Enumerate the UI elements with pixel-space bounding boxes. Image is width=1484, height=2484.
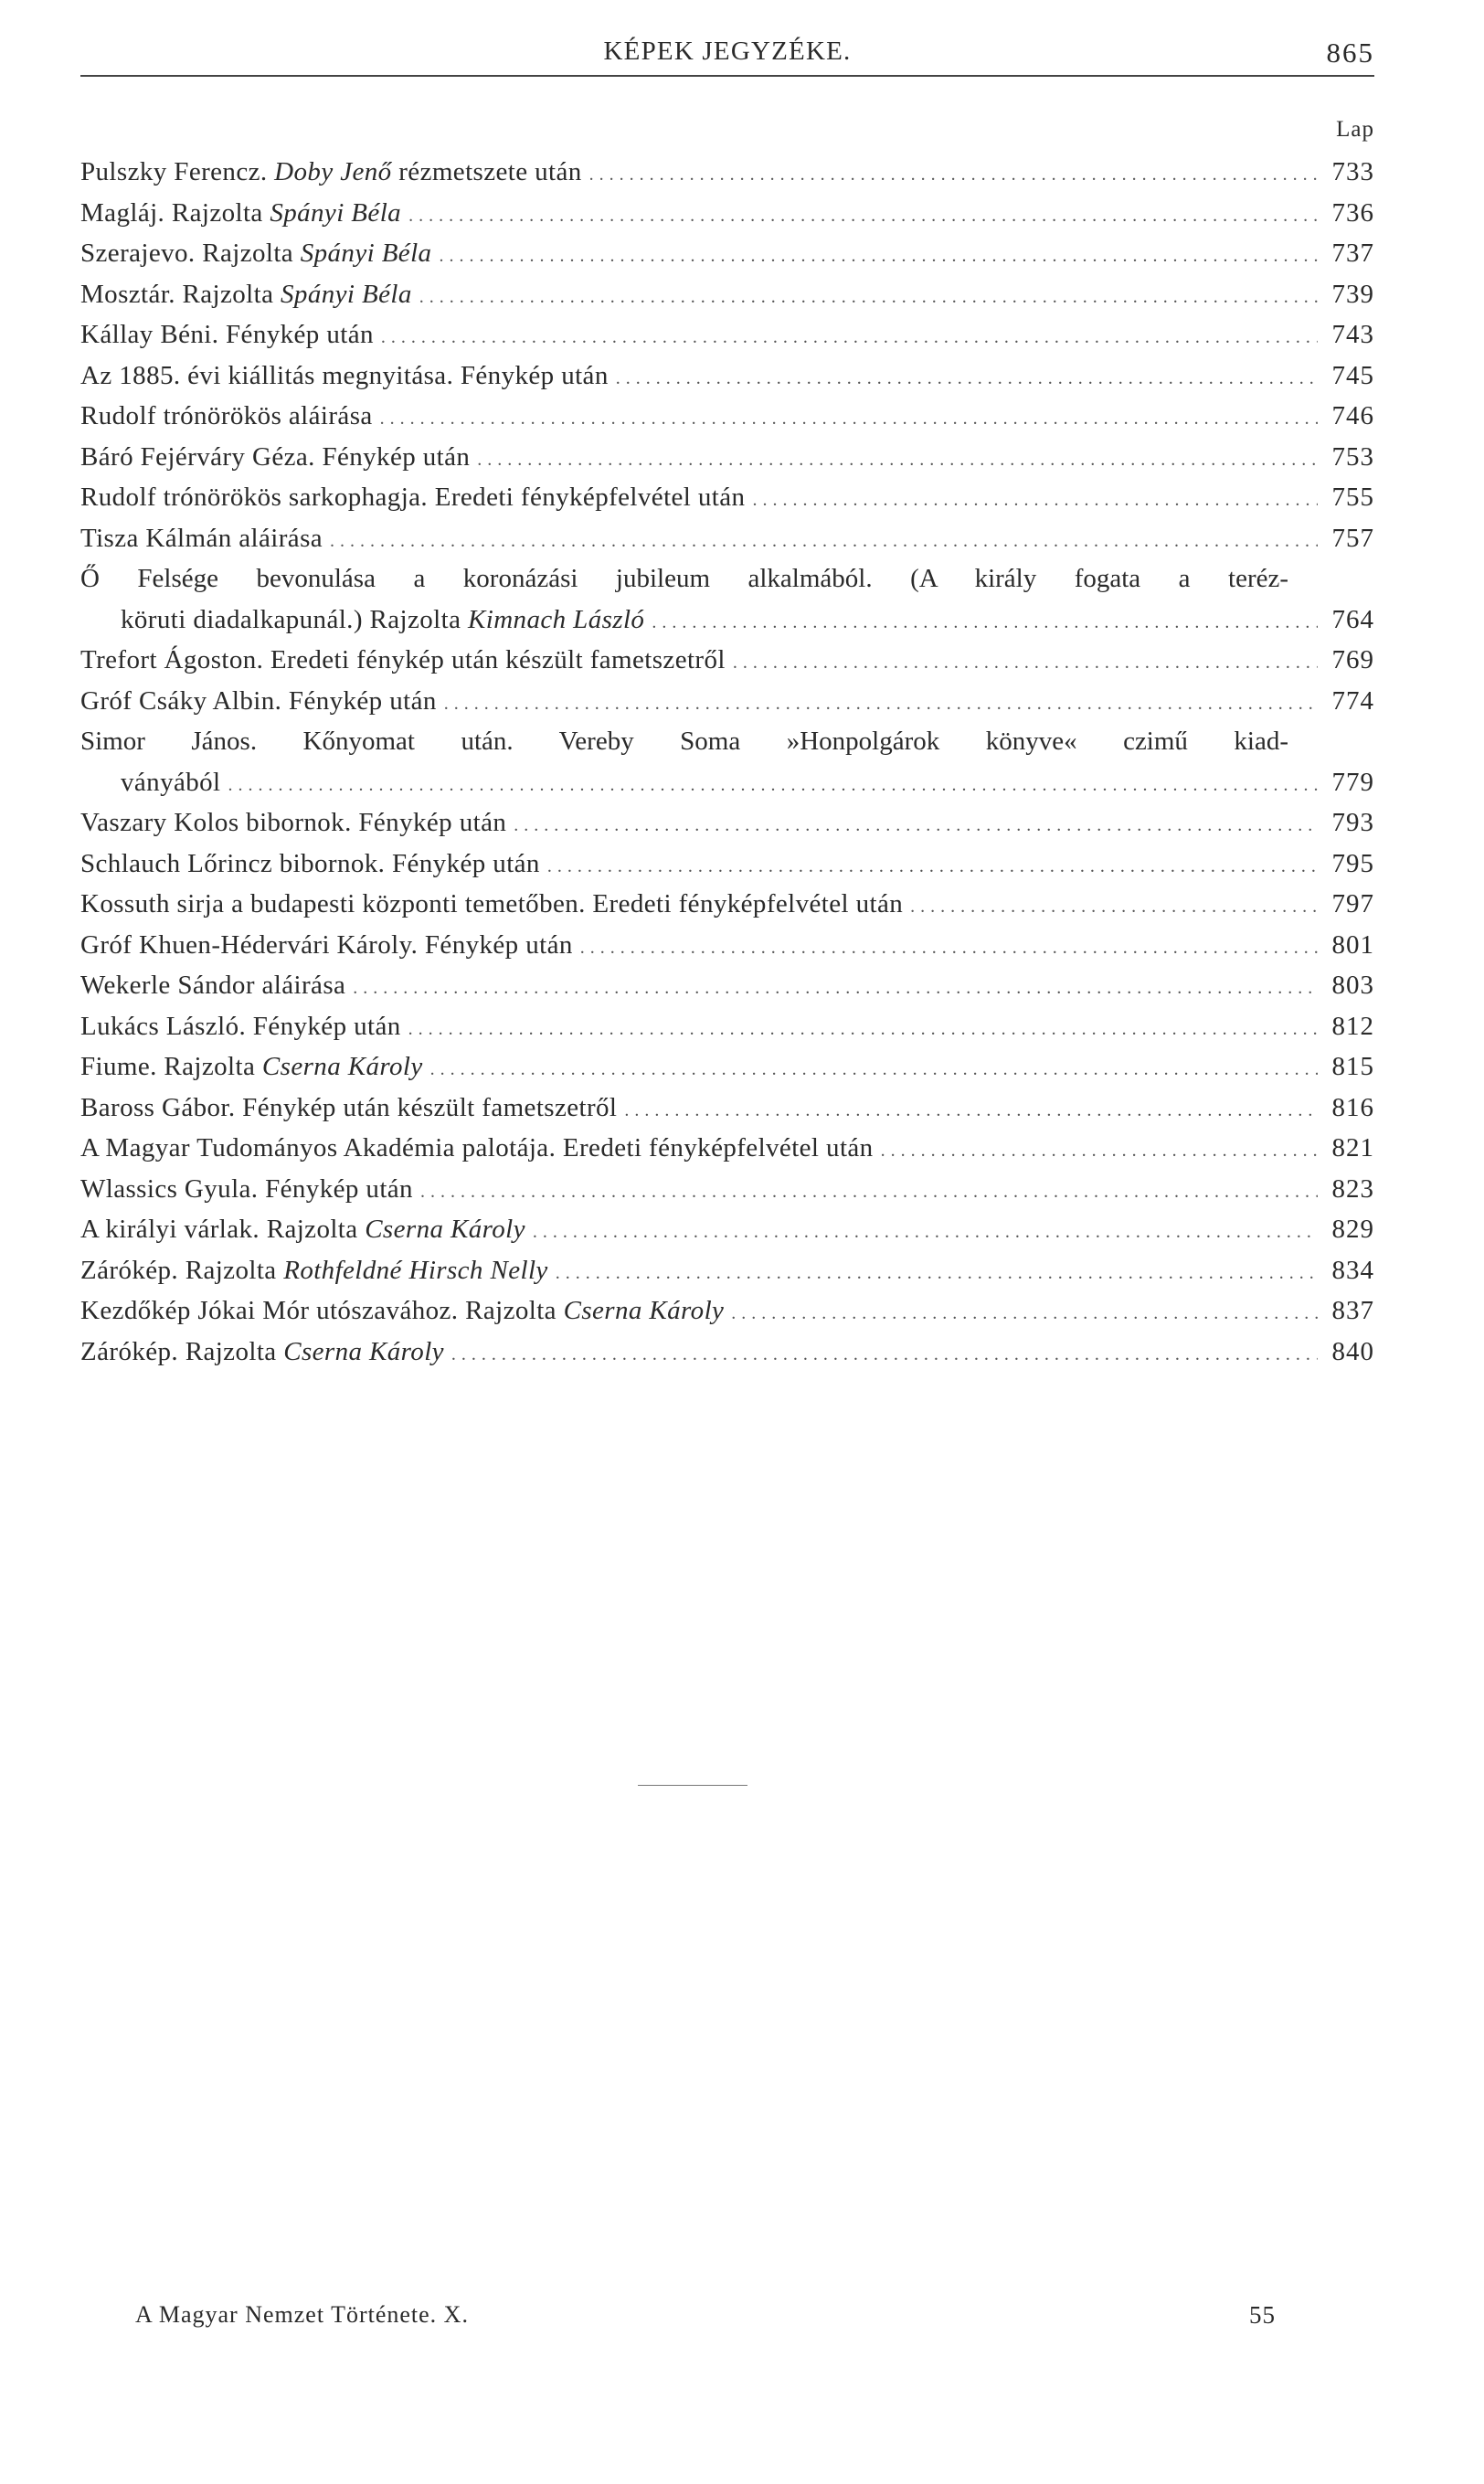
entry-caption	[80, 152, 582, 193]
dot-leader	[380, 398, 1318, 440]
entry-caption-text: A királyi várlak. Rajzolta	[80, 1215, 366, 1244]
entry-caption	[80, 802, 506, 844]
entry-page-number: 774	[1331, 685, 1374, 716]
dot-leader	[514, 805, 1318, 846]
entry-caption	[80, 1250, 548, 1291]
list-item	[80, 1169, 1374, 1210]
entry-page-number: 815	[1331, 1052, 1374, 1081]
list-item	[80, 1006, 1374, 1047]
dot-leader	[381, 317, 1318, 358]
entry-caption	[121, 600, 644, 641]
entry-caption-suffix: rézmetszete után	[391, 157, 582, 186]
list-item	[80, 640, 1374, 681]
dot-leader	[881, 1131, 1318, 1172]
entry-page-number: 739	[1331, 279, 1374, 309]
footer-signature: 55	[1249, 2301, 1276, 2329]
entry-page-number: 745	[1331, 360, 1374, 390]
entry-caption	[80, 844, 540, 885]
entry-page-number: 743	[1331, 320, 1374, 349]
dot-leader	[624, 1090, 1318, 1131]
list-item	[80, 558, 1374, 640]
entry-artist-name: Kimnach László	[468, 604, 645, 634]
entry-caption-text: Magláj. Rajzolta	[80, 197, 270, 228]
entry-caption	[80, 925, 573, 966]
entry-caption-text: Vaszary Kolos bibornok. Fénykép után	[80, 808, 507, 837]
entry-page-number: 840	[1331, 1336, 1374, 1366]
entry-page-number: 803	[1331, 971, 1374, 1000]
list-item	[80, 274, 1374, 315]
entry-caption	[80, 1006, 401, 1047]
entry-caption-text: Szerajevo. Rajzolta	[80, 239, 301, 268]
list-item	[80, 193, 1374, 234]
illustration-list	[80, 152, 1374, 1372]
entry-artist-name: Cserna Károly	[261, 1052, 423, 1081]
entry-artist-name: Spányi Béla	[281, 279, 412, 309]
list-item	[80, 965, 1374, 1006]
dot-leader	[408, 1009, 1318, 1050]
entry-caption	[80, 396, 373, 437]
header-rule	[80, 75, 1374, 77]
entry-caption	[80, 233, 431, 274]
entry-caption-text: Rudolf trónörökös sarkophagja. Eredeti fényképfelvétel után	[80, 483, 746, 512]
list-item	[80, 1250, 1374, 1291]
entry-artist-name: Spányi Béla	[270, 197, 402, 228]
entry-page-number: 834	[1331, 1255, 1374, 1285]
entry-caption-text: Kezdőkép Jókai Mór utószavához. Rajzolta	[80, 1296, 564, 1325]
list-item	[80, 356, 1374, 397]
dot-leader	[580, 928, 1318, 969]
entry-caption	[80, 1169, 413, 1210]
dot-leader	[731, 1293, 1318, 1334]
entry-caption-text: Gróf Csáky Albin. Fénykép után	[80, 685, 437, 716]
entry-page-number: 733	[1331, 157, 1374, 186]
entry-page-number: 829	[1331, 1215, 1374, 1244]
entry-caption-text: Fiume. Rajzolta	[80, 1052, 262, 1081]
entry-caption	[80, 274, 412, 315]
entry-caption-text: Kállay Béni. Fénykép után	[80, 320, 374, 349]
list-item	[80, 844, 1374, 885]
entry-artist-name: Cserna Károly	[365, 1215, 525, 1244]
entry-caption	[80, 1290, 724, 1332]
list-item	[80, 233, 1374, 274]
dot-leader	[430, 1049, 1318, 1090]
dot-leader	[444, 684, 1318, 725]
entry-page-number: 755	[1331, 483, 1374, 512]
page-header	[80, 37, 1374, 79]
dot-leader	[353, 968, 1318, 1009]
entry-caption	[121, 762, 221, 803]
entry-page-number: 801	[1331, 929, 1374, 960]
entry-caption-text: Pulszky Ferencz.	[80, 157, 275, 186]
entry-caption-text: Zárókép. Rajzolta	[80, 1255, 284, 1285]
running-title: KÉPEK JEGYZÉKE.	[603, 37, 852, 66]
entry-caption-text: köruti diadalkapunál.) Rajzolta	[121, 604, 469, 634]
entry-artist-name: Cserna Károly	[283, 1336, 444, 1366]
entry-caption	[80, 884, 903, 925]
list-item	[80, 1128, 1374, 1169]
entry-caption	[80, 1046, 423, 1088]
entry-caption-text: Báró Fejérváry Géza. Fénykép után	[80, 441, 471, 472]
list-item	[80, 681, 1374, 722]
entry-artist-name: Cserna Károly	[563, 1296, 725, 1325]
entry-caption-text: Trefort Ágoston. Eredeti fénykép után készült fametszetről	[80, 645, 726, 674]
dot-leader	[556, 1253, 1318, 1294]
dot-leader	[408, 196, 1318, 237]
list-item	[80, 1332, 1374, 1373]
entry-page-number: 795	[1331, 848, 1374, 878]
page-column-label: Lap	[1336, 117, 1374, 142]
entry-caption-text: ványából	[121, 767, 221, 797]
entry-caption-text: Gróf Khuen-Hédervári Károly. Fénykép után	[80, 929, 573, 960]
entry-page-number: 737	[1331, 239, 1374, 268]
list-item	[80, 802, 1374, 844]
entry-page-number: 746	[1331, 401, 1374, 430]
entry-caption-text: Schlauch Lőrincz bibornok. Fénykép után	[80, 848, 540, 878]
entry-caption	[80, 356, 609, 397]
entry-caption-text: Lukács László. Fénykép után	[80, 1011, 401, 1041]
entry-page-number: 764	[1331, 604, 1374, 634]
dot-leader	[733, 642, 1318, 684]
dot-leader	[439, 236, 1318, 277]
dot-leader	[228, 765, 1318, 806]
entry-page-number: 793	[1331, 808, 1374, 837]
list-item	[80, 721, 1374, 802]
dot-leader	[477, 440, 1318, 481]
dot-leader	[616, 358, 1318, 399]
entry-caption-text: Wekerle Sándor aláirása	[80, 971, 346, 1000]
entry-caption	[80, 681, 437, 722]
entry-first-line: Ő Felsége bevonulása a koronázási jubileum alkalmából. (A király fogata a teréz-	[80, 564, 1288, 593]
dot-leader	[547, 846, 1318, 887]
entry-caption-text: Az 1885. évi kiállitás megnyitása. Fénykép után	[80, 360, 609, 390]
entry-caption-text: Rudolf trónörökös aláirása	[80, 401, 373, 430]
entry-page-number: 757	[1331, 523, 1374, 553]
entry-caption-text: Baross Gábor. Fénykép után készült fametszetről	[80, 1092, 618, 1122]
dot-leader	[652, 602, 1318, 643]
entry-page-number: 821	[1331, 1133, 1374, 1162]
entry-page-number: 816	[1331, 1092, 1374, 1122]
dot-leader	[420, 1172, 1318, 1213]
page-number: 865	[1326, 37, 1374, 69]
dot-leader	[419, 277, 1318, 318]
entry-page-number: 736	[1331, 197, 1374, 228]
entry-caption-text: Zárókép. Rajzolta	[80, 1336, 284, 1366]
entry-page-number: 823	[1331, 1173, 1374, 1204]
list-item	[80, 437, 1374, 478]
list-item	[80, 1046, 1374, 1088]
entry-first-line: Simor János. Kőnyomat után. Vereby Soma »Honpolgárok könyve« czimű kiad-	[80, 727, 1288, 756]
entry-caption-text: Tisza Kálmán aláirása	[80, 523, 323, 553]
dot-leader	[330, 521, 1318, 562]
entry-caption	[80, 437, 470, 478]
entry-page-number: 837	[1331, 1296, 1374, 1325]
entry-caption	[80, 1332, 444, 1373]
entry-page-number: 797	[1331, 889, 1374, 918]
list-item	[80, 1209, 1374, 1250]
list-item	[80, 884, 1374, 925]
list-item	[80, 152, 1374, 193]
entry-caption-text: Kossuth sirja a budapesti központi temetőben. Eredeti fényképfelvétel után	[80, 889, 904, 918]
dot-leader	[910, 886, 1318, 928]
dot-leader	[752, 480, 1318, 521]
entry-caption	[80, 477, 745, 518]
dot-leader	[451, 1334, 1318, 1375]
list-item	[80, 314, 1374, 356]
list-item	[80, 477, 1374, 518]
dot-leader	[589, 154, 1318, 196]
entry-caption-text: Mosztár. Rajzolta	[80, 279, 281, 309]
entry-page-number: 779	[1331, 767, 1374, 797]
list-item	[80, 396, 1374, 437]
list-item	[80, 925, 1374, 966]
entry-caption	[80, 965, 345, 1006]
entry-page-number: 753	[1331, 441, 1374, 472]
list-item	[80, 1088, 1374, 1129]
entry-caption-text: A Magyar Tudományos Akadémia palotája. Eredeti fényképfelvétel után	[80, 1133, 874, 1162]
list-item	[80, 518, 1374, 559]
entry-caption	[80, 1088, 617, 1129]
entry-caption	[80, 640, 726, 681]
entry-caption	[80, 314, 374, 356]
entry-artist-name: Spányi Béla	[300, 239, 432, 268]
entry-page-number: 769	[1331, 645, 1374, 674]
footer-text: A Magyar Nemzet Története. X.	[135, 2301, 469, 2328]
end-rule	[638, 1785, 747, 1786]
entry-caption	[80, 1128, 874, 1169]
dot-leader	[533, 1212, 1318, 1253]
entry-artist-name: Rothfeldné Hirsch Nelly	[283, 1255, 548, 1285]
entry-caption	[80, 1209, 525, 1250]
entry-page-number: 812	[1331, 1011, 1374, 1041]
entry-caption	[80, 518, 323, 559]
list-item	[80, 1290, 1374, 1332]
entry-artist-name: Doby Jenő	[274, 157, 392, 186]
entry-caption	[80, 193, 401, 234]
entry-caption-text: Wlassics Gyula. Fénykép után	[80, 1173, 413, 1204]
